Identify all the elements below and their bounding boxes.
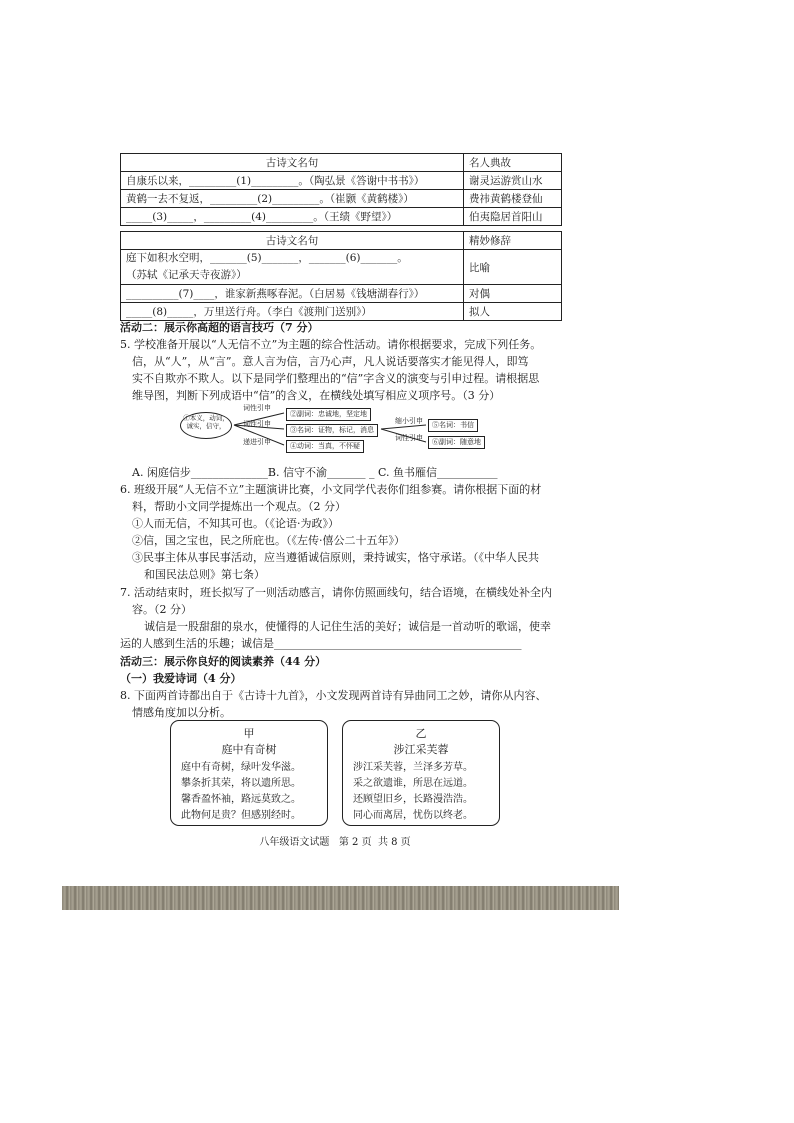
poem-line: 采之欲遗谁，所思在远道。 bbox=[353, 778, 473, 789]
table-cell: _____(8)_____，万里送行舟。（李白《渡荆门送别》） bbox=[121, 303, 464, 321]
mind-map-node: ②副词：忠诚地，坚定地 bbox=[286, 408, 371, 421]
mind-map-branch-label: 词性引申 bbox=[243, 420, 271, 428]
poem-line: 同心而离居，忧伤以终老。 bbox=[353, 810, 473, 821]
question-6-line: ③民事主体从事民事活动，应当遵循诚信原则，秉持诚实，恪守承诺。（《中华人民共 bbox=[132, 551, 539, 564]
table-row bbox=[121, 172, 562, 190]
mind-map-root-line: 诚实，信守， bbox=[186, 422, 226, 430]
mind-map-branch-label: 递进引申 bbox=[243, 438, 271, 446]
table-row bbox=[121, 303, 562, 321]
table-cell: 自康乐以来，_________(1)_________。（陶弘景《答谢中书书》） bbox=[121, 172, 464, 190]
table-header-row bbox=[121, 154, 562, 172]
question-5-line: 5. 学校准备开展以“人无信不立”为主题的综合性活动。请你根据要求，完成下列任务。 bbox=[120, 338, 542, 351]
table-header-row bbox=[121, 232, 562, 250]
question-6-line: 料，帮助小文同学提炼出一个观点。（2 分） bbox=[132, 500, 346, 513]
mind-map-node: ⑥副词：随意地 bbox=[428, 436, 485, 449]
famous-lines-table-1 bbox=[120, 153, 562, 226]
table-header-cell: 精妙修辞 bbox=[464, 232, 562, 250]
table-cell: 伯夷隐居首阳山 bbox=[464, 208, 562, 226]
table-cell-line: 庭下如积水空明，_______(5)_______，_______(6)_______。 bbox=[126, 252, 408, 264]
activity-2-heading: 活动二：展示你高超的语言技巧（7 分） bbox=[120, 321, 319, 334]
table-row bbox=[121, 250, 562, 285]
question-8-line: 情感角度加以分析。 bbox=[132, 706, 231, 719]
question-7-line: 容。（2 分） bbox=[132, 603, 192, 616]
mind-map-root bbox=[180, 412, 232, 439]
question-6-line: ②信，国之宝也，民之所庇也。（《左传·僖公二十五年》） bbox=[132, 534, 405, 547]
table-cell: 谢灵运游赏山水 bbox=[464, 172, 562, 190]
mind-map-branch-label: 词性引申 bbox=[395, 434, 423, 442]
question-5-line: 维导图，判断下列成语中“信”的含义，在横线处填写相应义项序号。（3 分） bbox=[132, 389, 501, 402]
question-5-options: A. 闲庭信步______________B. 信守不渝_______ _ C. 鱼书雁信___________ bbox=[132, 466, 498, 479]
table-row bbox=[121, 208, 562, 226]
table-header-cell: 古诗文名句 bbox=[121, 154, 464, 172]
question-8-line: 8. 下面两首诗都出自于《古诗十九首》，小文发现两首诗有异曲同工之妙，请你从内容、 bbox=[120, 689, 547, 702]
poem-line: 馨香盈怀袖，路远莫致之。 bbox=[181, 794, 301, 805]
table-cell: _____(3)_____，_________(4)_________。（王绩《野望》） bbox=[121, 208, 464, 226]
activity-3-heading: 活动三：展示你良好的阅读素养（44 分） bbox=[120, 655, 327, 668]
mind-map-root-line: ①本义，动词， bbox=[183, 414, 229, 422]
table-cell: 拟人 bbox=[464, 303, 562, 321]
table-cell: 费祎黄鹤楼登仙 bbox=[464, 190, 562, 208]
poem-title: 庭中有奇树 bbox=[221, 743, 277, 756]
poem-mark: 甲 bbox=[243, 727, 255, 740]
mind-map-branch-label: 词性引申 bbox=[243, 404, 271, 412]
poem-title: 涉江采芙蓉 bbox=[393, 743, 449, 756]
question-6-line: ①人而无信，不知其可也。（《论语·为政》） bbox=[132, 517, 339, 530]
scan-edge-band bbox=[62, 886, 619, 910]
mind-map-node: ⑤名词：书信 bbox=[428, 419, 478, 432]
table-header-cell: 名人典故 bbox=[464, 154, 562, 172]
poem-b-box bbox=[342, 720, 500, 826]
question-5-line: 实不自欺亦不欺人。以下是同学们整理出的“信”字含义的演变与引申过程。请根据思 bbox=[132, 372, 540, 385]
table-cell bbox=[121, 250, 464, 285]
table-cell: __________(7)____，谁家新燕啄春泥。（白居易《钱塘湖春行》） bbox=[121, 285, 464, 303]
table-cell: 比喻 bbox=[464, 250, 562, 285]
poem-a-box bbox=[170, 720, 328, 826]
mind-map-node: ③名词：证物，标记，消息 bbox=[286, 424, 378, 437]
poem-line: 攀条折其荣，将以遗所思。 bbox=[181, 778, 301, 789]
table-cell: 黄鹤一去不复返，_________(2)_________。（崔颢《黄鹤楼》） bbox=[121, 190, 464, 208]
question-6-line: 和国民法总则》第七条） bbox=[144, 568, 265, 581]
question-7-line: 诚信是一股甜甜的泉水，使懂得的人记住生活的美好；诚信是一首动听的歌谣，使幸 bbox=[144, 620, 551, 633]
table-cell-line: （苏轼《记承天寺夜游》） bbox=[126, 269, 247, 281]
poem-line: 涉江采芙蓉，兰泽多芳草。 bbox=[353, 762, 473, 773]
poem-mark: 乙 bbox=[415, 727, 427, 740]
table-row bbox=[121, 190, 562, 208]
section-1-heading: （一）我爱诗词（4 分） bbox=[120, 672, 242, 685]
poem-line: 庭中有奇树，绿叶发华滋。 bbox=[181, 762, 301, 773]
question-7-line: 7. 活动结束时，班长拟写了一则活动感言，请你仿照画线句，结合语境，在横线处补全内 bbox=[120, 586, 552, 599]
famous-lines-table-2 bbox=[120, 231, 562, 321]
poem-line: 还顾望旧乡，长路漫浩浩。 bbox=[353, 794, 473, 805]
mind-map-branch-label: 缩小引申 bbox=[395, 417, 423, 425]
table-row bbox=[121, 285, 562, 303]
question-5-line: 信，从“人”，从“言”。意人言为信，言乃心声，凡人说话要落实才能见得人，即笃 bbox=[132, 355, 529, 368]
poem-line: 此物何足贵？但感别经时。 bbox=[181, 810, 301, 821]
question-7-line: 运的人感到生活的乐趣；诚信是_____________________________________________ bbox=[120, 637, 522, 650]
question-6-line: 6. 班级开展“人无信不立”主题演讲比赛，小文同学代表你们组参赛。请你根据下面的材 bbox=[120, 483, 542, 496]
table-header-cell: 古诗文名句 bbox=[121, 232, 464, 250]
mind-map bbox=[178, 404, 518, 454]
table-cell: 对偶 bbox=[464, 285, 562, 303]
page-footer: 八年级语文试题 第 2 页 共 8 页 bbox=[259, 837, 411, 848]
mind-map-node: ④动词：当真，不怀疑 bbox=[286, 440, 364, 453]
